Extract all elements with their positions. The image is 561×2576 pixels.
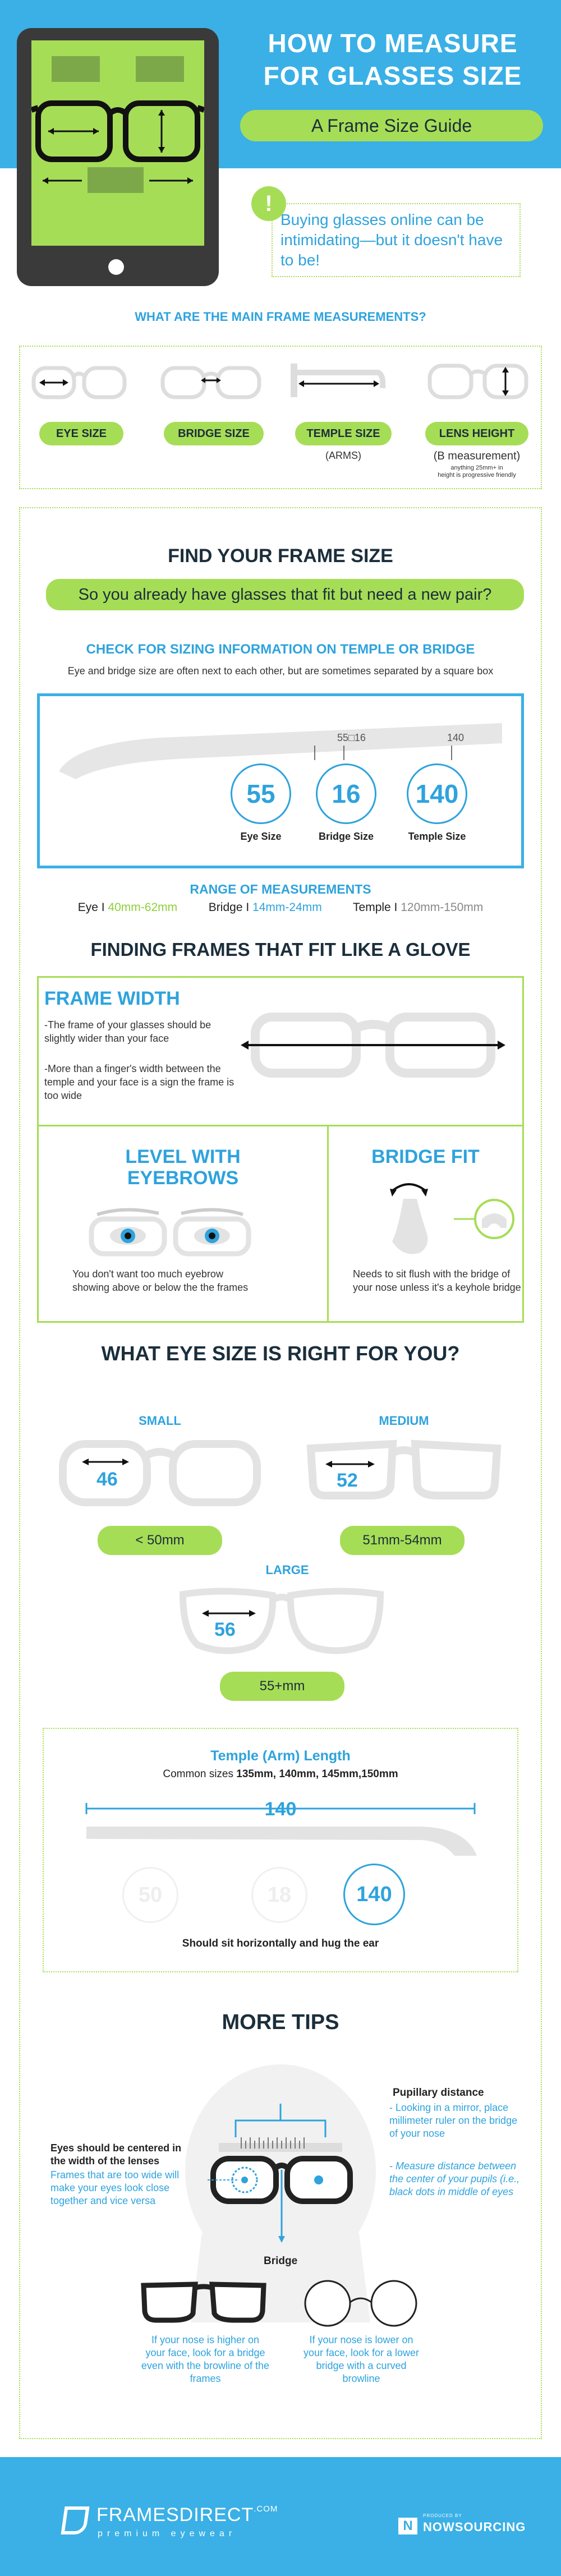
title-line-2: FOR GLASSES SIZE <box>263 61 522 90</box>
lens-height-glasses-icon <box>427 360 528 405</box>
range-temple-name: Temple I <box>353 901 398 914</box>
lens-height-note: (B measurement) <box>433 450 521 462</box>
temple-example-box <box>37 693 524 868</box>
range-eye-name: Eye I <box>77 901 105 914</box>
pd-item-2: - Measure distance between the center of your pupils (i.e., black dots in middle of eyes <box>389 2160 520 2197</box>
title-line-1: HOW TO MEASURE <box>268 29 518 58</box>
footer <box>0 2457 561 2576</box>
tablet-screen <box>31 40 204 246</box>
range-bridge-value: 14mm-24mm <box>252 901 322 914</box>
range-bridge-name: Bridge I <box>208 901 250 914</box>
bridge-size-label: Bridge Size <box>318 831 374 842</box>
range-temple-value: 120mm-150mm <box>401 901 484 914</box>
frame-width-glasses-icon <box>238 1006 508 1084</box>
check-sizing-heading: CHECK FOR SIZING INFORMATION ON TEMPLE OR BRIDGE <box>86 642 475 657</box>
temple-length-box <box>43 1728 518 1972</box>
temple-print-left: 55□16 <box>337 732 366 743</box>
lens-height-subnote-line1: anything 25mm+ in <box>450 464 503 471</box>
low-bridge-glasses-icon <box>296 2278 425 2328</box>
medium-title: MEDIUM <box>379 1414 429 1428</box>
small-title: SMALL <box>139 1414 181 1428</box>
find-size-pill: So you already have glasses that fit but need a new pair? <box>46 579 524 610</box>
temple-ruler-value: 140 <box>264 1798 297 1820</box>
footer-tagline: premium eyewear <box>98 2529 237 2538</box>
small-range-pill: < 50mm <box>98 1526 222 1555</box>
higher-nose-text: If your nose is higher on your face, look for a bridge even with the browline of the frames <box>141 2334 270 2384</box>
centered-title: Eyes should be centered in the width of the lenses <box>50 2142 182 2166</box>
range-eye-value: 40mm-62mm <box>108 901 178 914</box>
eyebrows-text: You don't want too much eyebrow showing above or below the the frames <box>72 1268 249 1293</box>
temple-common-values: 135mm, 140mm, 145mm,150mm <box>236 1768 398 1780</box>
page-title <box>247 27 539 92</box>
eye-size-pill: EYE SIZE <box>39 422 123 445</box>
range-row <box>0 901 561 914</box>
footer-brand <box>96 2504 278 2526</box>
check-sizing-text: Eye and bridge size are often next to each other, but are sometimes separated by a square box <box>67 665 494 677</box>
temple-circle-50: 50 <box>122 1867 178 1923</box>
nose-bridge-icon <box>370 1174 521 1264</box>
bridge-label: Bridge <box>264 2255 298 2267</box>
bridge-size-pill: BRIDGE SIZE <box>164 422 264 445</box>
frame-width-text-1: -The frame of your glasses should be slightly wider than your face <box>44 1019 211 1044</box>
tips-heading: MORE TIPS <box>222 2011 339 2034</box>
bridge-size-circle: 16 <box>316 763 376 824</box>
temple-size-circle: 140 <box>407 763 467 824</box>
large-eye-value: 56 <box>214 1619 236 1640</box>
temple-print-right: 140 <box>447 732 465 743</box>
framesdirect-logo-icon <box>61 2506 89 2534</box>
high-bridge-glasses-icon <box>139 2280 268 2325</box>
eye-size-circle: 55 <box>231 763 291 824</box>
main-measurements-box <box>19 346 542 489</box>
bridge-size-glasses-icon <box>160 364 261 403</box>
large-title: LARGE <box>265 1563 309 1577</box>
large-range-pill: 55+mm <box>220 1672 344 1701</box>
eyebrows-title-line2: EYEBROWS <box>127 1167 239 1189</box>
lens-height-subnote <box>413 464 541 479</box>
lens-height-subnote-line2: height is progressive friendly <box>438 472 516 479</box>
temple-length-title: Temple (Arm) Length <box>210 1748 351 1764</box>
temple-circle-140: 140 <box>343 1864 405 1925</box>
eyebrows-glasses-eyes-icon <box>86 1202 254 1258</box>
partner-name: NOWSOURCING <box>423 2520 526 2534</box>
temple-circle-18: 18 <box>251 1867 307 1923</box>
centered-text: Frames that are too wide will make your eyes look close together and vice versa <box>50 2169 180 2206</box>
small-eye-value: 46 <box>96 1469 118 1490</box>
partner-prefix: PRODUCED BY <box>423 2513 462 2518</box>
fit-heading: FINDING FRAMES THAT FIT LIKE A GLOVE <box>90 939 471 960</box>
pd-title: Pupillary distance <box>393 2087 484 2099</box>
lens-height-pill: LENS HEIGHT <box>425 422 528 445</box>
tablet-home-button <box>108 259 124 275</box>
eyebrows-title <box>39 1146 327 1189</box>
temple-size-pill: TEMPLE SIZE <box>295 422 392 445</box>
temple-common-prefix: Common sizes <box>163 1768 233 1780</box>
temple-size-icon <box>288 361 389 406</box>
tablet-illustration <box>17 28 219 286</box>
temple-size-label: Temple Size <box>408 831 466 842</box>
eye-size-glasses-icon <box>31 364 127 403</box>
fit-grid <box>37 976 524 1323</box>
exclamation-icon: ! <box>251 186 286 221</box>
eye-size-label: Eye Size <box>240 831 282 842</box>
lower-nose-text: If your nose is lower on your face, look for a lower bridge with a curved browline <box>303 2334 420 2384</box>
find-size-heading: FIND YOUR FRAME SIZE <box>168 545 393 567</box>
small-glasses-icon <box>56 1434 264 1512</box>
temple-size-note: (ARMS) <box>325 450 361 461</box>
frame-width-text-2: -More than a finger's width between the temple and your face is a sign the frame is too wide <box>44 1063 234 1101</box>
temple-note: Should sit horizontally and hug the ear <box>182 1938 379 1949</box>
eye-size-heading: WHAT EYE SIZE IS RIGHT FOR YOU? <box>101 1342 460 1365</box>
temple-common-row <box>44 1768 517 1781</box>
nowsourcing-logo-icon: N <box>398 2518 417 2534</box>
range-heading: RANGE OF MEASUREMENTS <box>190 882 371 896</box>
medium-glasses-icon <box>303 1436 505 1503</box>
frame-width-title: FRAME WIDTH <box>44 988 180 1009</box>
medium-eye-value: 52 <box>337 1470 358 1491</box>
subtitle-pill: A Frame Size Guide <box>240 110 543 141</box>
medium-range-pill: 51mm-54mm <box>340 1526 465 1555</box>
footer-brand-name: FRAMESDIRECT <box>96 2504 254 2526</box>
bridge-fit-text: Needs to sit flush with the bridge of your nose unless it's a keyhole bridge <box>353 1268 521 1293</box>
bridge-fit-title: BRIDGE FIT <box>371 1146 480 1167</box>
intro-box: Buying glasses online can be intimidating—but it doesn't have to be! <box>272 203 521 277</box>
main-measurements-heading: WHAT ARE THE MAIN FRAME MEASUREMENTS? <box>135 310 426 324</box>
footer-brand-suffix: .COM <box>254 2504 278 2514</box>
large-glasses-icon <box>175 1583 388 1662</box>
eyebrows-title-line1: LEVEL WITH <box>125 1146 241 1167</box>
glasses-on-screen-icon <box>31 40 204 246</box>
fit-grid-divider-h <box>39 1125 522 1126</box>
pd-item-1: - Looking in a mirror, place millimeter ruler on the bridge of your nose <box>389 2102 518 2139</box>
